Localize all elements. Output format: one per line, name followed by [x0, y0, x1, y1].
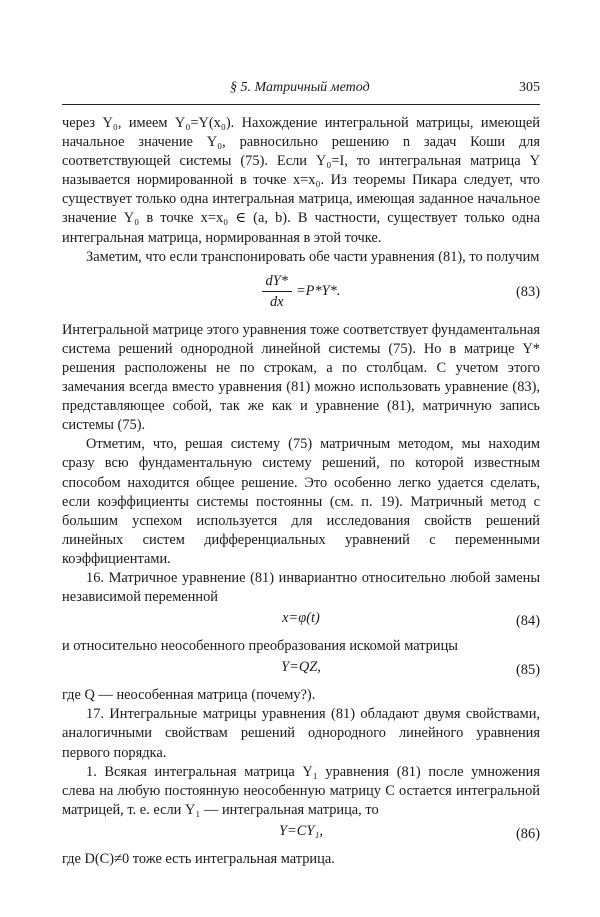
- equation-body: x=φ(t): [282, 610, 320, 627]
- equation-label: (83): [516, 283, 540, 300]
- fraction: [262, 271, 292, 312]
- equation-label: (84): [516, 613, 540, 630]
- page-body: [62, 114, 540, 869]
- paragraph: Интегральной матрице этого уравнения тоже соответствует фундаментальная система решений однородной линейной системы (75). Но в матрице Y* решения расположены не по строкам, а по столбцам. С учетом этого замечания всегда вместо уравнения (81) можно использовать уравнение (83), представляющее собой, так же как и уравнение (81), матричную запись системы (75).: [62, 321, 540, 434]
- equation-86: [62, 822, 540, 848]
- fraction-denominator: dx: [269, 293, 284, 310]
- paragraph: 17. Интегральные матрицы уравнения (81) обладают двумя свойствами, аналогичными свойствам решений однородного линейного уравнения первого порядка.: [62, 706, 540, 761]
- equation-body: Y=QZ,: [281, 659, 321, 676]
- section-title: § 5. Матричный метод: [230, 80, 370, 95]
- equation-label: (86): [516, 825, 540, 842]
- paragraph: и относительно неособенного преобразования искомой матрицы: [62, 638, 458, 655]
- paragraph: где D(C)≠0 тоже есть интегральная матрица.: [62, 850, 335, 867]
- paragraph: через Y₀, имеем Y₀=Y(x₀). Нахождение интегральной матрицы, имеющей начальное значение Y₀, равносильно решению n задач Коши для соответствующей системы (75). Если Y₀=I, то интегральная матрица Y называется нормированной в точке x=x₀. Из теоремы Пикара следует, что существует только одна интегральная матрица, имеющая заданное начальное значение Y₀ в точке x=x₀ ∈ (a, b). В частности, существует только одна интегральная матрица, нормированная в этой точке.: [62, 115, 540, 246]
- paragraph: 16. Матричное уравнение (81) инвариантно относительно любой замены независимой переменной: [62, 569, 540, 606]
- equation-body: Y=CY₁,: [279, 822, 323, 839]
- paragraph: 1. Всякая интегральная матрица Y₁ уравнения (81) после умножения слева на любую постоянную неособенную матрицу C остается интегральной матрицей, т. е. если Y₁ — интегральная матрица, то: [62, 763, 540, 818]
- equation-rhs: =P*Y*.: [295, 282, 341, 299]
- paragraph: Отметим, что, решая систему (75) матричным методом, мы находим сразу всю фундаментальную систему решений, по которой известным способом находится общее решение. Это особенно легко удается сделать, если коэффициенты системы постоянны (см. п. 19). Матричный метод с большим успехом используется для исследования свойств решений линейных систем дифференциальных уравнений с переменными коэффициентами.: [62, 436, 540, 567]
- equation-85: [62, 658, 540, 684]
- paragraph: Заметим, что если транспонировать обе части уравнения (81), то получим: [86, 248, 540, 265]
- paragraph: где Q — неособенная матрица (почему?).: [62, 687, 316, 704]
- running-header: [62, 78, 540, 100]
- equation-label: (85): [516, 662, 540, 679]
- page-number: 305: [519, 80, 540, 95]
- header-rule: [62, 104, 540, 105]
- equation-84: [62, 609, 540, 635]
- equation-83: [62, 269, 540, 319]
- fraction-numerator: dY*: [262, 271, 292, 292]
